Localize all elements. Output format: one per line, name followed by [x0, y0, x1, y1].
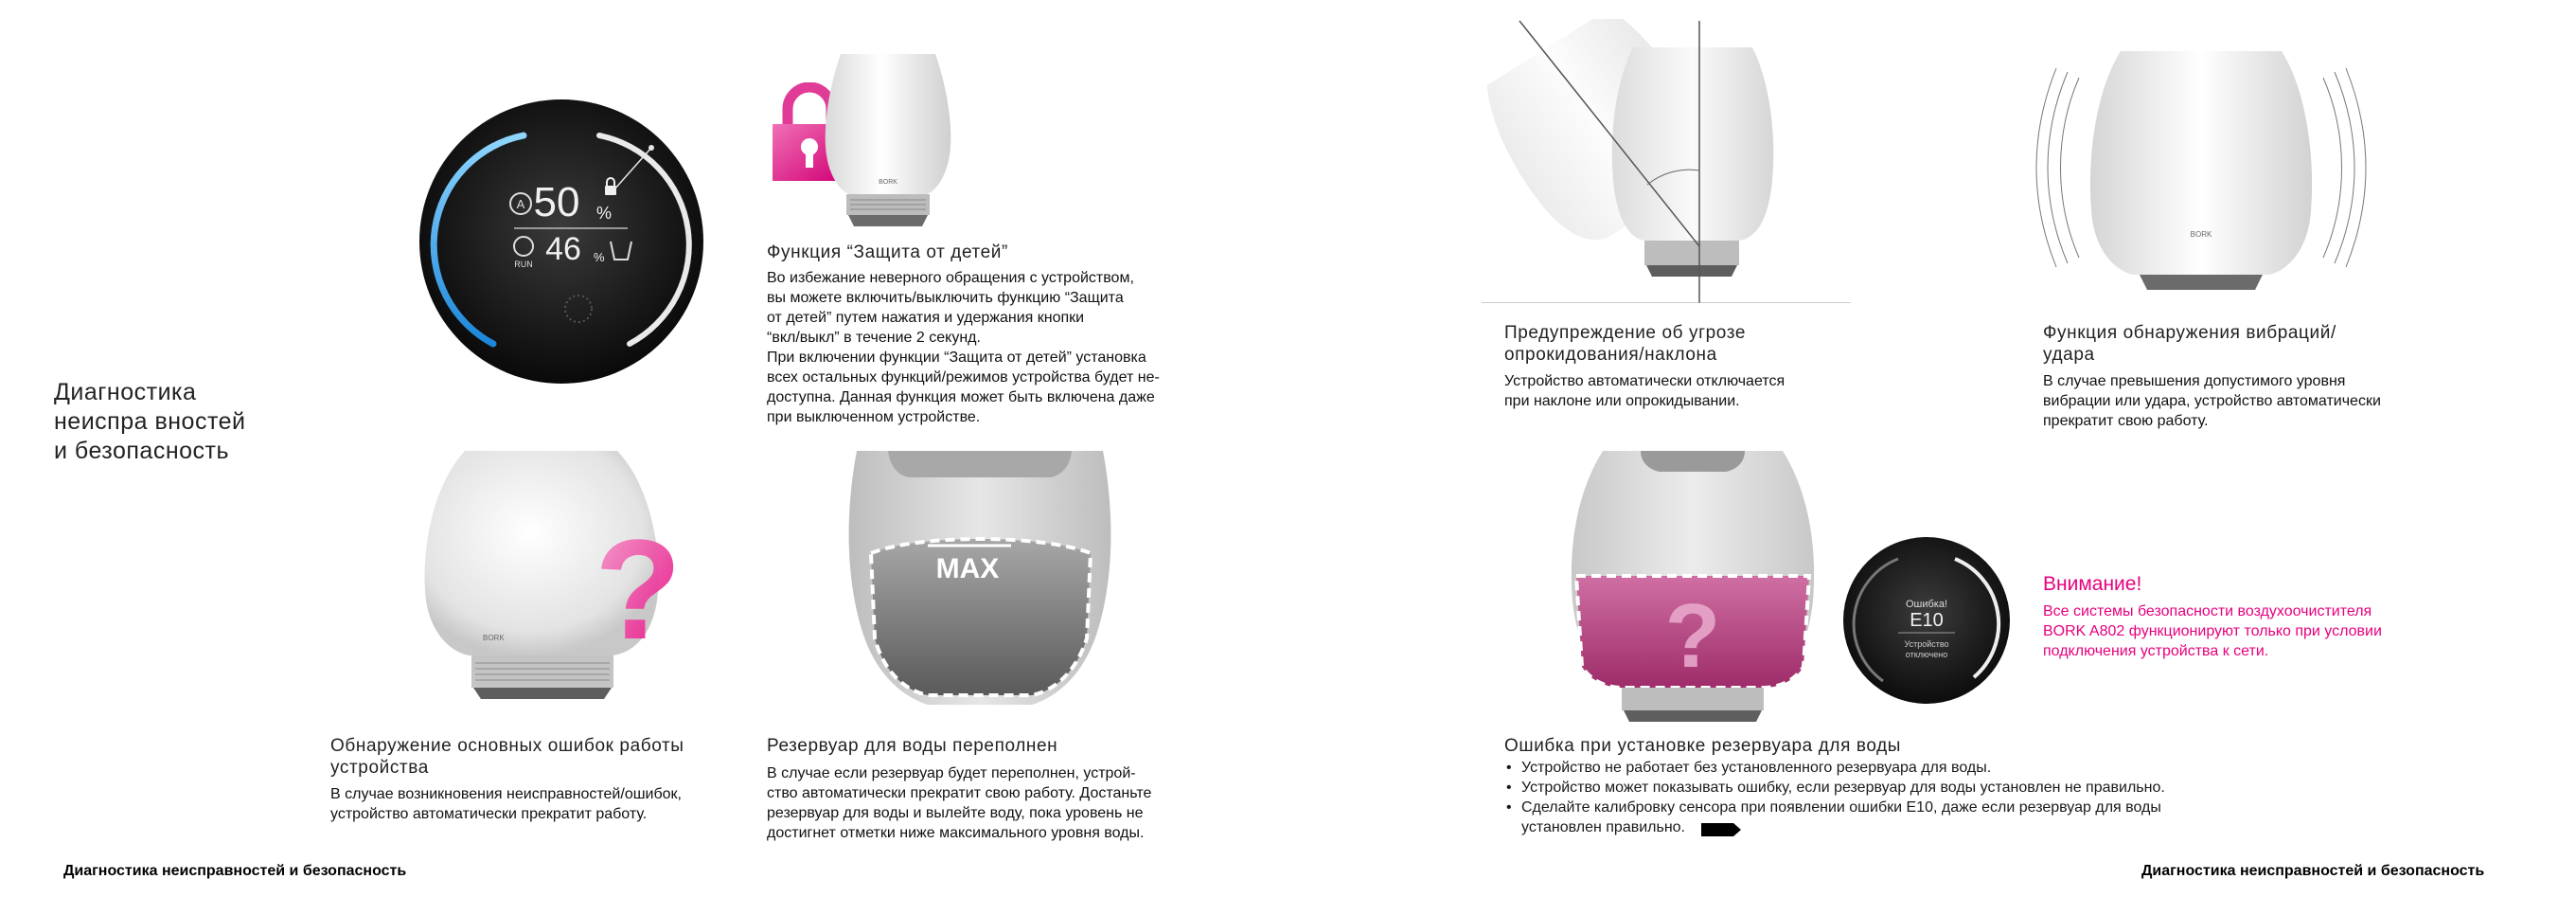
child-lock-heading: Функция “Защита от детей” [767, 242, 1008, 262]
brand-logo-error: BORK [483, 634, 505, 642]
tank-overfill-image [843, 449, 1117, 714]
humidity-now-value: 46 [545, 231, 581, 267]
control-panel-display-image [419, 83, 703, 401]
vibration-body: В случае превышения допустимого уровня вибрации или удара, устройство автоматически прекратит свою работу. [2043, 373, 2381, 429]
tilt-heading: Предупреждение об угрозе опрокидования/наклона [1504, 323, 1747, 365]
error-screen-line3: отключено [1905, 650, 1948, 659]
tilt-warning-image [1482, 19, 1851, 303]
error-screen-code: E10 [1910, 610, 1944, 631]
bullet-item: • Сделайте калибровку сенсора при появлении ошибки E10, даже если резервуар для воды установлен правильно. [1504, 798, 2356, 837]
error-screen-line2: Устройство [1904, 639, 1949, 649]
error-detection-heading: Обнаружение основных ошибок работы устройства [330, 736, 684, 778]
max-level-label: MAX [935, 553, 1000, 584]
tilt-body: Устройство автоматически отключается при наклоне или опрокидывании. [1504, 373, 1785, 409]
warning-title: Внимание! [2043, 573, 2142, 595]
humidifier-error-image [413, 449, 687, 705]
overfill-body: В случае если резервуар будет переполнен, устрой- ство автоматически прекратит свою работу. Достаньте резервуар для воды и вылейте воду, пока уровень не достигнет отметки ниже максимального уровня воды. [767, 765, 1152, 841]
humidity-set-unit: % [596, 204, 613, 223]
vibration-heading: Функция обнаружения вибраций/ удара [2043, 323, 2336, 365]
question-mark-icon [595, 510, 682, 669]
arrow-right-icon [1699, 821, 1743, 838]
question-mark-icon [1665, 585, 1721, 687]
bullet-item: • Устройство может показывать ошибку, если резервуар для воды установлен не правильно. [1504, 778, 2356, 798]
tank-install-bullets [1504, 758, 2356, 837]
error-screen-line1: Ошибка! [1905, 599, 1948, 610]
overfill-heading: Резервуар для воды переполнен [767, 736, 1058, 756]
bullet-item: • Устройство не работает без установленного резервуара для воды. [1504, 758, 2356, 778]
mode-a-label: A [516, 197, 525, 211]
svg-text:?: ? [1664, 585, 1721, 687]
section-title: Диагностика неиспра вностей и безопасность [54, 379, 246, 464]
humidity-now-unit: % [594, 250, 605, 264]
humidity-set-value: 50 [533, 179, 580, 225]
svg-text:?: ? [595, 510, 682, 669]
footer-right: Диагностика неисправностей и безопасность [2141, 863, 2485, 879]
tank-install-error-image [1565, 449, 1821, 724]
child-lock-body: Во избежание неверного обращения с устройством, вы можете включить/выключить функцию “Защита от детей” путем нажатия и удержания кнопки “вкл/выкл” в течение 2 секунд. При включении функции “Защита от детей” установка всех остальных функций/режимов устройства будет не- доступна. Данная функция может быть включена даже при выключенном устройстве. [767, 270, 1160, 425]
brand-logo-vibration: BORK [2190, 230, 2212, 239]
error-display-image [1841, 535, 2012, 706]
humidifier-image-top [822, 52, 954, 228]
footer-left: Диагностика неисправностей и безопасность [63, 863, 407, 879]
vibration-detection-image [2035, 49, 2367, 310]
tank-install-heading: Ошибка при установке резервуара для воды [1504, 736, 1902, 756]
mode-run-label: RUN [514, 260, 533, 269]
warning-body: Все системы безопасности воздухоочистителя BORK A802 функционируют только при условии подключения устройства к сети. [2043, 603, 2382, 659]
error-detection-body: В случае возникновения неисправностей/ошибок, устройство автоматически прекратит работу. [330, 786, 682, 822]
brand-logo-top: BORK [879, 179, 897, 186]
